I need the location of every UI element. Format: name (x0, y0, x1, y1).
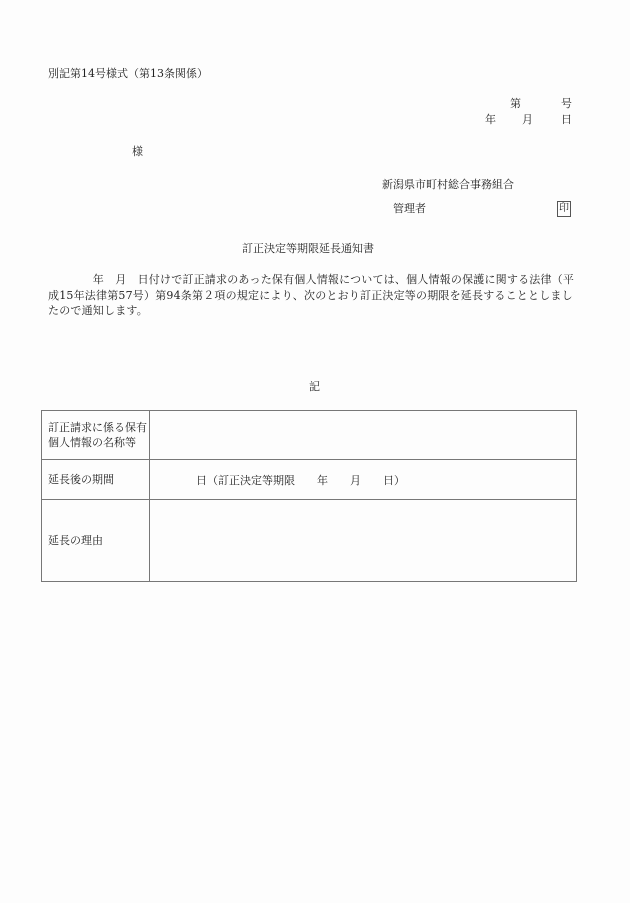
table-row (42, 500, 577, 582)
number-prefix: 第 (510, 97, 521, 110)
document-title: 訂正決定等期限延長通知書 (242, 242, 374, 255)
date-month: 月 (522, 113, 533, 126)
row-value-extended-period: 日（訂正決定等期限 年 月 日） (150, 460, 577, 500)
row-label-extended-period: 延長後の期間 (42, 460, 150, 500)
date-year: 年 (485, 113, 496, 126)
record-table (41, 410, 577, 582)
number-suffix: 号 (561, 97, 572, 110)
seal-mark: 印 (557, 201, 571, 217)
issuer-organization: 新潟県市町村総合事務組合 (382, 178, 514, 191)
table-row (42, 460, 577, 500)
row-label-info-name: 訂正請求に係る保有個人情報の名称等 (42, 411, 150, 460)
addressee-suffix: 様 (132, 145, 143, 158)
date-day: 日 (561, 113, 572, 126)
issuer-title: 管理者 (393, 202, 426, 215)
row-label-extension-reason: 延長の理由 (42, 500, 150, 582)
ki-heading: 記 (309, 380, 320, 393)
body-paragraph: 年 月 日付けで訂正請求のあった保有個人情報については、個人情報の保護に関する法律（平成15年法律第57号）第94条第２項の規定により、次のとおり訂正決定等の期限を延長することとしましたので通知します。 (48, 273, 575, 317)
row-value-info-name (150, 411, 577, 460)
row-value-extension-reason (150, 500, 577, 582)
form-label: 別記第14号様式（第13条関係） (48, 67, 208, 80)
table-row (42, 411, 577, 460)
